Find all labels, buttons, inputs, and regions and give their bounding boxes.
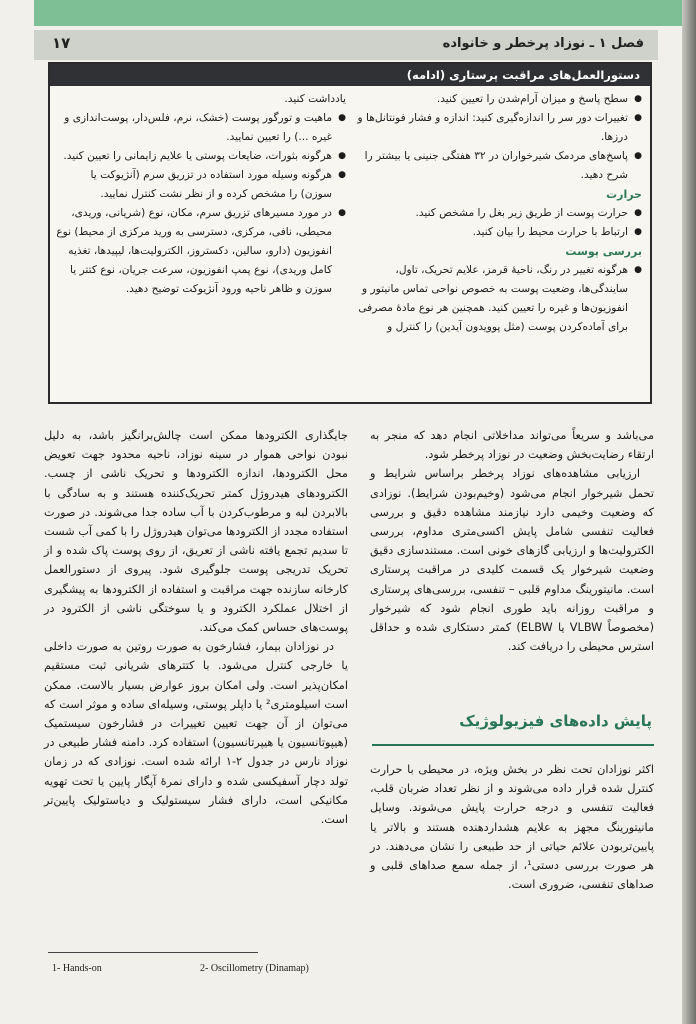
footnote-rule (48, 952, 258, 953)
box-item: ● ماهیت و تورگور پوست (خشک، نرم، فلس‌دار، پوست‌اندازی و غیره ...) را تعیین نمایید. (56, 109, 346, 147)
heading-underline (372, 744, 654, 746)
box-title-bar (50, 64, 650, 86)
right-column-text (370, 426, 654, 656)
box-item: ● هرگونه وسیله مورد استفاده در تزریق سرم (آنژیوکت یا سوزن) را مشخص کرده و از نظر نشت کنترل نمایید. (56, 166, 346, 204)
page-number: ۱۷ (52, 34, 71, 52)
footnote-1: 1- Hands-on (52, 963, 102, 974)
nursing-guidelines-box (48, 62, 652, 404)
running-header (34, 30, 658, 60)
box-item: ● تغییرات دور سر را اندازه‌گیری کنید: اندازه و فشار فونتانل‌ها و درزها. (352, 109, 642, 147)
box-left-column (56, 90, 346, 299)
paragraph: می‌باشد و سریعاً می‌تواند مداخلاتی انجام دهد که منجر به ارتقاء رضایت‌بخش وضعیت در نوزاد پرخطر شود. (370, 429, 654, 462)
box-section-heading: حرارت (606, 188, 642, 201)
box-item: ● هرگونه بثورات، ضایعات پوستی یا علایم زایمانی را تعیین کنید. (56, 147, 346, 166)
left-column-text (44, 426, 348, 829)
box-right-column (352, 90, 642, 337)
box-item: ● ارتباط با حرارت محیط را بیان کنید. (352, 223, 642, 242)
box-item: ● پاسخ‌های مردمک شیرخواران در ۳۲ هفتگی جنینی یا بیشتر را شرح دهید. (352, 147, 642, 185)
paragraph: اکثر نوزادان تحت نظر در بخش ویژه، در محیطی با حرارت کنترل شده قرار داده می‌شوند و از نظر تعداد ضربان قلب، فعالیت تنفسی و درجه حرارت پایش می‌شوند. وسایل مانیتورینگ مجهز به علایم هشداردهنده هستند و بالاتر یا پایین‌تربودن علائم حیاتی از حد طبیعی را نشان می‌دهند. در هر صورت بررسی دستی¹، از جمله سمع صداهای قلبی و صداهای تنفسی، ضروری است. (370, 763, 654, 892)
paragraph: جایگذاری الکترودها ممکن است چالش‌برانگیز باشد، به دلیل نبودن نواحی هموار در سینه نوزاد، ناحیه محدود جهت تعویض محل الکترودها، اندازه الکترودها و تحریک ناشی از چسب. الکترودهای هیدروژل کمتر تحریک‌کننده هستند و به سادگی با بالابردن لبه و مرطوب‌کردن با آب ساده جدا می‌شوند. در صورت استفاده مجدد از الکترودها می‌توان هیدروژل را با کمی آب شست تا سدیم تجمع یافته ناشی از تعریق، از روی پوست پاک شده و از تحریک تدریجی پوست جلوگیری شود. پیروی از دستورالعمل کارخانه سازنده جهت مراقبت و استفاده از الکترودها به پیشگیری از اختلال عملکرد الکترود و یا سوختگی ناشی از الکترود در پوست‌های حساس کمک می‌کند. (44, 429, 348, 635)
box-section-heading: بررسی پوست (565, 245, 642, 258)
box-text: یادداشت کنید. (284, 93, 346, 105)
page-edge (682, 0, 696, 1024)
chapter-title: فصل ۱ ـ نوزاد پرخطر و خانواده (442, 36, 644, 51)
footnote-2: 2- Oscillometry (Dinamap) (200, 963, 309, 974)
box-item: ● سطح پاسخ و میزان آرام‌شدن را تعیین کنید. (352, 90, 642, 109)
paragraph: در نوزادان بیمار، فشارخون به صورت روتین به صورت داخلی یا خارجی کنترل می‌شود. با کتترهای شریانی ثبت مستقیم امکان‌پذیر است. ولی امکان بروز عوارض بسیار بالاست. ممکن است اسیلومتری² یا داپلر پوستی، وسیله‌ای ساده و موثر است که می‌توان از آن جهت تعیین تغییرات در فشارخون سیستمیک (هیپوتانسیون یا هیپرتانسیون) استفاده کرد. دامنه فشار طبیعی در نوزاد نارس در جدول ۲-۱ ارائه شده است. نوزادی که در زمان تولد دچار آسفیکسی شده و دارای نمرهٔ آپگار پایین یا تحت تهویه مکانیکی است، دارای فشار سیستولیک و دیاستولیک پایین‌تر است. (44, 640, 348, 827)
paragraph: ارزیابی مشاهده‌های نوزاد پرخطر براساس شرایط و تحمل شیرخوار انجام می‌شود (وخیم‌بودن شرایط). نوزادی که وضعیت وخیمی دارد نیازمند مشاهده دقیق و بررسی فعالیت تنفسی شامل پایش اکسی‌متری مداوم، بررسی الکترولیت‌ها و ارزیابی گازهای خونی است. مستندسازی دقیق وضعیت شیرخوار یک قسمت کلیدی در مراقبت پرستاری است. مانیتورینگ مداوم قلبی – تنفسی، بررسی‌های پرستاری و مراقبت روزانه باید طوری انجام شود که شیرخوار (مخصوصاً VLBW یا ELBW) کمتر دستکاری شده و حداقل استرس محیطی را دریافت کند. (370, 467, 654, 654)
top-color-band (34, 0, 682, 26)
box-title: دستورالعمل‌های مراقبت پرستاری (ادامه) (406, 68, 640, 82)
box-item: ● هرگونه تغییر در رنگ، ناحیهٔ قرمز، علایم تحریک، تاول، سایندگی‌ها، وضعیت پوست به خصوص نواحی تماس مانیتور و انفوزیون‌ها و غیره را تعیین کنید. همچنین هر نوع مادهٔ مصرفی برای آماده‌کردن پوست (مثل پوویدون آیدین) را کنترل و (352, 261, 642, 337)
section-heading: پایش داده‌های فیزیولوژیک (459, 712, 652, 730)
right-column-text-2 (370, 760, 654, 894)
box-item: ● حرارت پوست از طریق زیر بغل را مشخص کنید. (352, 204, 642, 223)
box-item: ● در مورد مسیرهای تزریق سرم، مکان، نوع (شریانی، وریدی، محیطی، نافی، مرکزی، دسترسی به ورید مرکزی از محیط) نوع انفوزیون (دارو، سالین، دکستروز، الکترولیت‌ها، لیپیدها، تغذیه کامل وریدی)، نوع پمپ انفوزیون، سرعت جریان، نوع کتتر یا سوزن و ظاهر ناحیه ورود آنژیوکت توضیح دهید. (56, 204, 346, 299)
